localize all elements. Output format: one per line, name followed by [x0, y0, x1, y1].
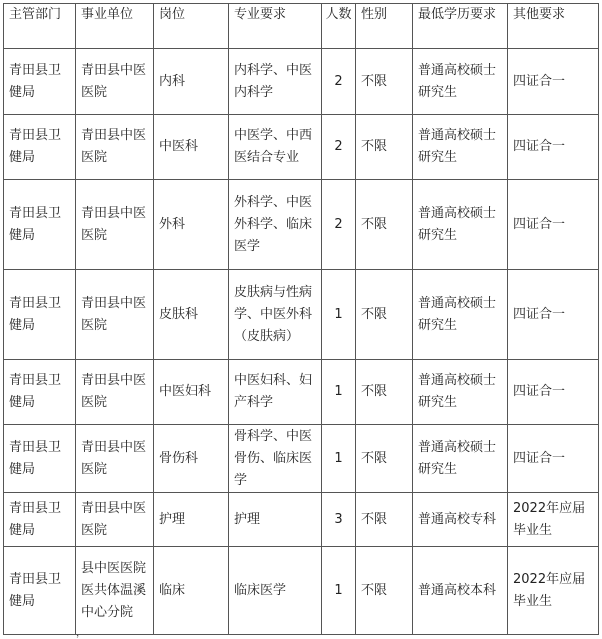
cell-post: 临床 — [154, 547, 229, 635]
cell-major: 护理 — [229, 493, 322, 547]
cell-post: 中医妇科 — [154, 360, 229, 425]
cell-edu: 普通高校硕士研究生 — [413, 180, 508, 270]
cell-gender: 不限 — [356, 270, 413, 360]
cell-edu: 普通高校硕士研究生 — [413, 49, 508, 115]
cell-unit: 县中医医院医共体温溪中心分院 — [76, 547, 154, 635]
cell-post: 外科 — [154, 180, 229, 270]
cell-dept: 青田县卫健局 — [4, 547, 76, 635]
cell-dept: 青田县卫健局 — [4, 360, 76, 425]
cell-post: 骨伤科 — [154, 425, 229, 493]
cell-unit: 青田县中医医院 — [76, 180, 154, 270]
cell-major: 外科学、中医外科学、临床医学 — [229, 180, 322, 270]
cell-count: 1 — [322, 270, 356, 360]
cell-unit: 青田县中医医院 — [76, 49, 154, 115]
cell-dept: 青田县卫健局 — [4, 180, 76, 270]
cell-unit: 青田县中医医院 — [76, 493, 154, 547]
cell-gender: 不限 — [356, 49, 413, 115]
cell-dept: 青田县卫健局 — [4, 270, 76, 360]
cell-count: 1 — [322, 425, 356, 493]
cell-post: 中医科 — [154, 115, 229, 180]
cell-count: 1 — [322, 360, 356, 425]
header-count: 人数 — [322, 4, 356, 49]
cell-post: 皮肤科 — [154, 270, 229, 360]
cell-other: 2022年应届毕业生 — [508, 493, 599, 547]
cell-unit: 青田县中医医院 — [76, 360, 154, 425]
trailing-punctuation: ， — [76, 628, 86, 639]
cell-gender: 不限 — [356, 115, 413, 180]
header-post: 岗位 — [154, 4, 229, 49]
header-row — [4, 4, 599, 49]
cell-edu: 普通高校硕士研究生 — [413, 425, 508, 493]
cell-other: 2022年应届毕业生 — [508, 547, 599, 635]
recruitment-table — [3, 3, 599, 635]
table-row — [4, 493, 599, 547]
table-row — [4, 180, 599, 270]
cell-major: 中医学、中西医结合专业 — [229, 115, 322, 180]
table-row — [4, 360, 599, 425]
header-major: 专业要求 — [229, 4, 322, 49]
cell-other: 四证合一 — [508, 49, 599, 115]
header-unit: 事业单位 — [76, 4, 154, 49]
cell-other: 四证合一 — [508, 270, 599, 360]
cell-edu: 普通高校硕士研究生 — [413, 270, 508, 360]
cell-major: 皮肤病与性病学、中医外科（皮肤病） — [229, 270, 322, 360]
cell-major: 骨科学、中医骨伤、临床医学 — [229, 425, 322, 493]
cell-count: 2 — [322, 49, 356, 115]
cell-post: 护理 — [154, 493, 229, 547]
cell-count: 2 — [322, 115, 356, 180]
table-row — [4, 115, 599, 180]
cell-dept: 青田县卫健局 — [4, 49, 76, 115]
cell-unit: 青田县中医医院 — [76, 270, 154, 360]
cell-other: 四证合一 — [508, 180, 599, 270]
cell-edu: 普通高校硕士研究生 — [413, 360, 508, 425]
cell-dept: 青田县卫健局 — [4, 115, 76, 180]
cell-other: 四证合一 — [508, 425, 599, 493]
cell-major: 内科学、中医内科学 — [229, 49, 322, 115]
cell-edu: 普通高校本科 — [413, 547, 508, 635]
cell-unit: 青田县中医医院 — [76, 425, 154, 493]
cell-count: 2 — [322, 180, 356, 270]
cell-dept: 青田县卫健局 — [4, 425, 76, 493]
table-row — [4, 547, 599, 635]
header-dept: 主管部门 — [4, 4, 76, 49]
cell-major: 临床医学 — [229, 547, 322, 635]
cell-post: 内科 — [154, 49, 229, 115]
cell-gender: 不限 — [356, 425, 413, 493]
table-row — [4, 270, 599, 360]
header-edu: 最低学历要求 — [413, 4, 508, 49]
table-row — [4, 49, 599, 115]
cell-other: 四证合一 — [508, 360, 599, 425]
table-row — [4, 425, 599, 493]
cell-gender: 不限 — [356, 180, 413, 270]
cell-gender: 不限 — [356, 360, 413, 425]
cell-edu: 普通高校专科 — [413, 493, 508, 547]
header-gender: 性别 — [356, 4, 413, 49]
cell-gender: 不限 — [356, 493, 413, 547]
cell-dept: 青田县卫健局 — [4, 493, 76, 547]
header-other: 其他要求 — [508, 4, 599, 49]
cell-unit: 青田县中医医院 — [76, 115, 154, 180]
cell-major: 中医妇科、妇产科学 — [229, 360, 322, 425]
cell-other: 四证合一 — [508, 115, 599, 180]
cell-count: 3 — [322, 493, 356, 547]
cell-edu: 普通高校硕士研究生 — [413, 115, 508, 180]
cell-count: 1 — [322, 547, 356, 635]
cell-gender: 不限 — [356, 547, 413, 635]
